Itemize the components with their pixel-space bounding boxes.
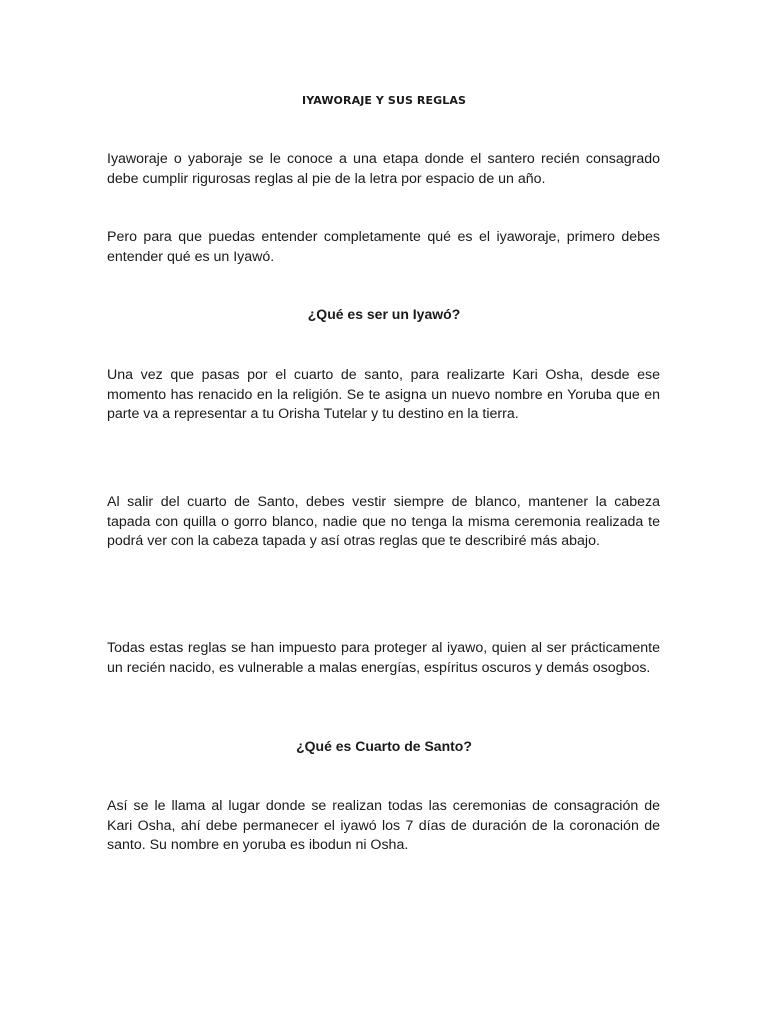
paragraph-vestir-blanco: Al salir del cuarto de Santo, debes vestir siempre de blanco, mantener la cabeza tapada con quilla o gorro blanco, nadie que no tenga la misma ceremonia realizada te podrá ver con la cabeza tapada y así otras reglas que te describiré más abajo. [107, 494, 660, 549]
paragraph-ibodun: Así se le llama al lugar donde se realizan todas las ceremonias de consagración de Kari Osha, ahí debe permanecer el iyawó los 7 días de duración de la coronación de santo. Su nombre en yoruba es ibodun ni Osha. [107, 798, 660, 853]
paragraph-proteger-iyawo: Todas estas reglas se han impuesto para proteger al iyawo, quien al ser prácticamente un recién nacido, es vulnerable a malas energías, espíritus oscuros y demás osogbos. [107, 640, 660, 676]
paragraph-kari-osha: Una vez que pasas por el cuarto de santo, para realizarte Kari Osha, desde ese momento has renacido en la religión. Se te asigna un nuevo nombre en Yoruba que en parte va a representar a tu Orisha Tutelar y tu destino en la tierra. [107, 367, 660, 422]
paragraph-understand: Pero para que puedas entender completamente qué es el iyaworaje, primero debes entender qué es un Iyawó. [107, 229, 660, 265]
document-title: IYAWORAJE Y SUS REGLAS [302, 94, 466, 107]
paragraph-intro: Iyaworaje o yaboraje se le conoce a una etapa donde el santero recién consagrado debe cumplir rigurosas reglas al pie de la letra por espacio de un año. [107, 151, 660, 187]
heading-cuarto-de-santo: ¿Qué es Cuarto de Santo? [296, 738, 472, 754]
heading-que-es-iyawo: ¿Qué es ser un Iyawó? [307, 306, 461, 322]
